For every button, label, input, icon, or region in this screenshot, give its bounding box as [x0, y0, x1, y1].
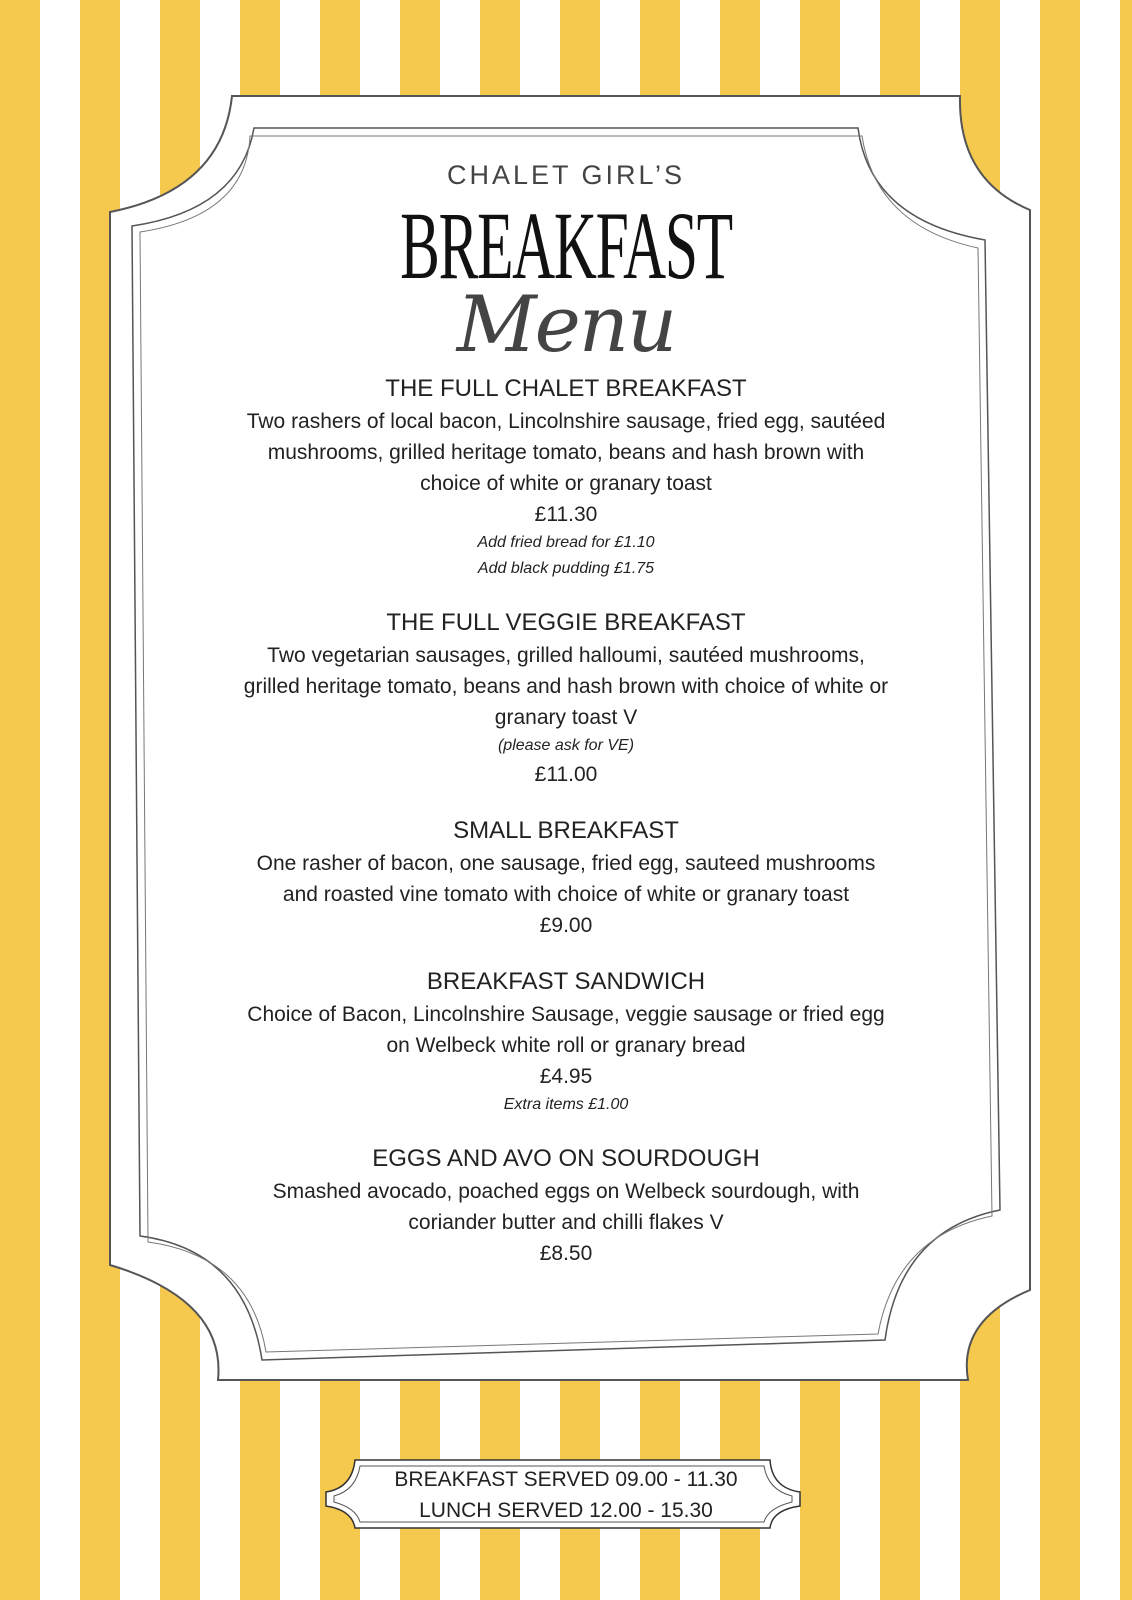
menu-item-full-veggie: [240, 606, 892, 790]
item-description: Choice of Bacon, Lincolnshire Sausage, veggie sausage or fried egg on Welbeck white roll or granary bread: [247, 1003, 885, 1057]
menu-item-small-breakfast: [240, 814, 892, 941]
item-price: £11.30: [534, 503, 598, 526]
item-price: £8.50: [539, 1242, 593, 1265]
item-name: THE FULL CHALET BREAKFAST: [385, 375, 747, 402]
item-note: Add black pudding £1.75: [477, 560, 655, 577]
menu-title: BREAKFAST: [400, 192, 732, 299]
menu-item-breakfast-sandwich: [240, 965, 892, 1118]
item-price: £4.95: [539, 1065, 593, 1088]
item-description: Two vegetarian sausages, grilled halloumi, sautéed mushrooms, grilled heritage tomato, beans and hash brown with choice of white or granary toast V: [243, 644, 889, 729]
item-description: Smashed avocado, poached eggs on Welbeck sourdough, with coriander butter and chilli flakes V: [272, 1180, 860, 1234]
item-description: One rasher of bacon, one sausage, fried egg, sauteed mushrooms and roasted vine tomato with choice of white or granary toast: [256, 852, 876, 906]
item-name: THE FULL VEGGIE BREAKFAST: [386, 609, 746, 636]
item-price: £11.00: [534, 763, 598, 786]
lunch-hours: LUNCH SERVED 12.00 - 15.30: [419, 1499, 713, 1522]
item-price: £9.00: [539, 914, 593, 937]
menu-item-eggs-avo: [240, 1142, 892, 1269]
breakfast-hours: BREAKFAST SERVED 09.00 - 11.30: [394, 1468, 738, 1491]
serving-hours: [326, 1458, 806, 1530]
menu-items: [240, 372, 892, 1293]
menu-script-title: Menu: [456, 280, 676, 370]
brand-subtitle: CHALET GIRL’S: [446, 160, 686, 190]
item-description: Two rashers of local bacon, Lincolnshire sausage, fried egg, sautéed mushrooms, grilled heritage tomato, beans and hash brown with choice of white or granary toast: [246, 410, 886, 495]
item-name: EGGS AND AVO ON SOURDOUGH: [372, 1145, 760, 1172]
item-name: BREAKFAST SANDWICH: [426, 968, 706, 995]
menu-item-full-chalet: [240, 372, 892, 582]
item-note: Extra items £1.00: [503, 1096, 629, 1113]
item-note: Add fried bread for £1.10: [477, 534, 655, 551]
item-name: SMALL BREAKFAST: [453, 817, 679, 844]
item-note: (please ask for VE): [497, 737, 635, 754]
